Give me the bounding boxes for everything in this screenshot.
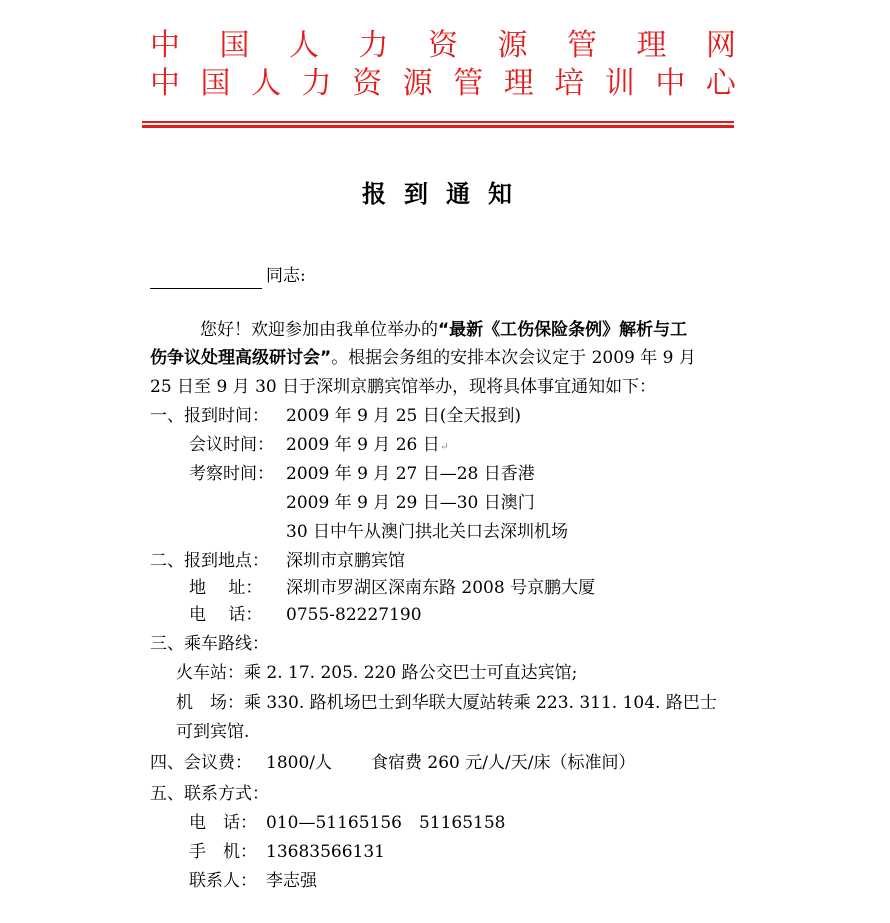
contact-person-label: 联系人：	[189, 871, 257, 891]
report-location: 深圳市京鹏宾馆	[286, 551, 405, 571]
header-divider-thick	[142, 125, 734, 128]
header-char: 中	[150, 28, 180, 63]
address-label: 地 址：	[189, 578, 263, 598]
org-name-line-1	[150, 26, 736, 66]
address-value: 深圳市罗湖区深南东路 2008 号京鹏大厦	[286, 578, 596, 598]
header-char: 人	[251, 66, 282, 101]
header-char: 理	[503, 66, 534, 101]
section-3-heading: 三、乘车路线：	[150, 634, 269, 654]
header-char: 心	[705, 66, 736, 101]
contact-phone-label: 电 话：	[189, 813, 257, 833]
intro-line-2	[150, 347, 696, 369]
name-blank-line	[150, 288, 262, 289]
hotel-phone-label: 电 话：	[189, 605, 263, 625]
section-1-heading: 一、报到时间：	[150, 406, 269, 426]
intro-line-3: 25 日至 9 月 30 日于深圳京鹏宾馆举办，现将具体事宜通知如下：	[150, 377, 657, 397]
lodging-fee: 食宿费 260 元/人/天/床（标准间）	[371, 753, 636, 773]
org-name-line-2	[150, 64, 736, 104]
header-char: 资	[428, 28, 458, 63]
header-char: 中	[150, 66, 180, 101]
inspection-line-2: 2009 年 9 月 29 日—30 日澳门	[286, 493, 535, 513]
intro-text: 。根据会务组的安排本次会议定于 2009 年 9 月	[331, 348, 696, 368]
train-route: 火车站：乘 2. 17. 205. 220 路公交巴士可直达宾馆;	[176, 663, 578, 683]
header-char: 管	[567, 28, 597, 63]
header-char: 训	[604, 66, 635, 101]
header-char: 力	[301, 66, 332, 101]
header-char: 中	[655, 66, 686, 101]
meeting-time	[286, 434, 449, 458]
header-char: 国	[219, 28, 250, 63]
intro-greeting: 您好！欢迎参加由我单位举办的	[200, 320, 438, 340]
header-divider-thin	[142, 121, 734, 123]
event-name-cont: 伤争议处理高级研讨会”	[150, 348, 332, 368]
meeting-fee: 1800/人	[266, 753, 332, 773]
report-time: 2009 年 9 月 25 日(全天报到)	[286, 406, 521, 426]
section-5-heading: 五、联系方式：	[150, 784, 269, 804]
inspection-time-label: 考察时间：	[189, 464, 274, 484]
meeting-time-value: 2009 年 9 月 26 日	[286, 435, 440, 455]
document-title: 报到通知	[362, 180, 530, 208]
hotel-phone-value: 0755-82227190	[286, 605, 422, 625]
inspection-line-1: 2009 年 9 月 27 日—28 日香港	[286, 464, 535, 484]
airport-route-cont: 可到宾馆.	[176, 722, 250, 742]
section-2-heading: 二、报到地点：	[150, 551, 269, 571]
contact-phone-value: 010—51165156 51165158	[266, 813, 506, 833]
header-char: 源	[402, 66, 433, 101]
header-char: 国	[200, 66, 231, 101]
event-name: “最新《工伤保险条例》解析与工	[438, 320, 688, 340]
mobile-label: 手 机：	[189, 842, 257, 862]
header-char: 网	[706, 28, 736, 63]
header-char: 源	[497, 28, 528, 63]
airport-route: 机 场：乘 330. 路机场巴士到华联大厦站转乘 223. 311. 104. 路巴士	[176, 693, 717, 713]
meeting-time-label: 会议时间：	[189, 435, 274, 455]
header-char: 资	[352, 66, 383, 101]
mobile-value: 13683566131	[266, 842, 385, 862]
section-4-heading: 四、会议费：	[150, 753, 252, 773]
header-char: 管	[453, 66, 484, 101]
header-char: 人	[289, 28, 319, 63]
header-char: 力	[358, 28, 389, 63]
intro-line-1	[200, 319, 687, 341]
contact-person-value: 李志强	[266, 871, 317, 891]
paragraph-mark-icon: ↵	[439, 440, 449, 453]
salutation: 同志:	[266, 266, 306, 286]
header-char: 培	[554, 66, 585, 101]
header-char: 理	[636, 28, 667, 63]
inspection-line-3: 30 日中午从澳门拱北关口去深圳机场	[286, 522, 569, 542]
